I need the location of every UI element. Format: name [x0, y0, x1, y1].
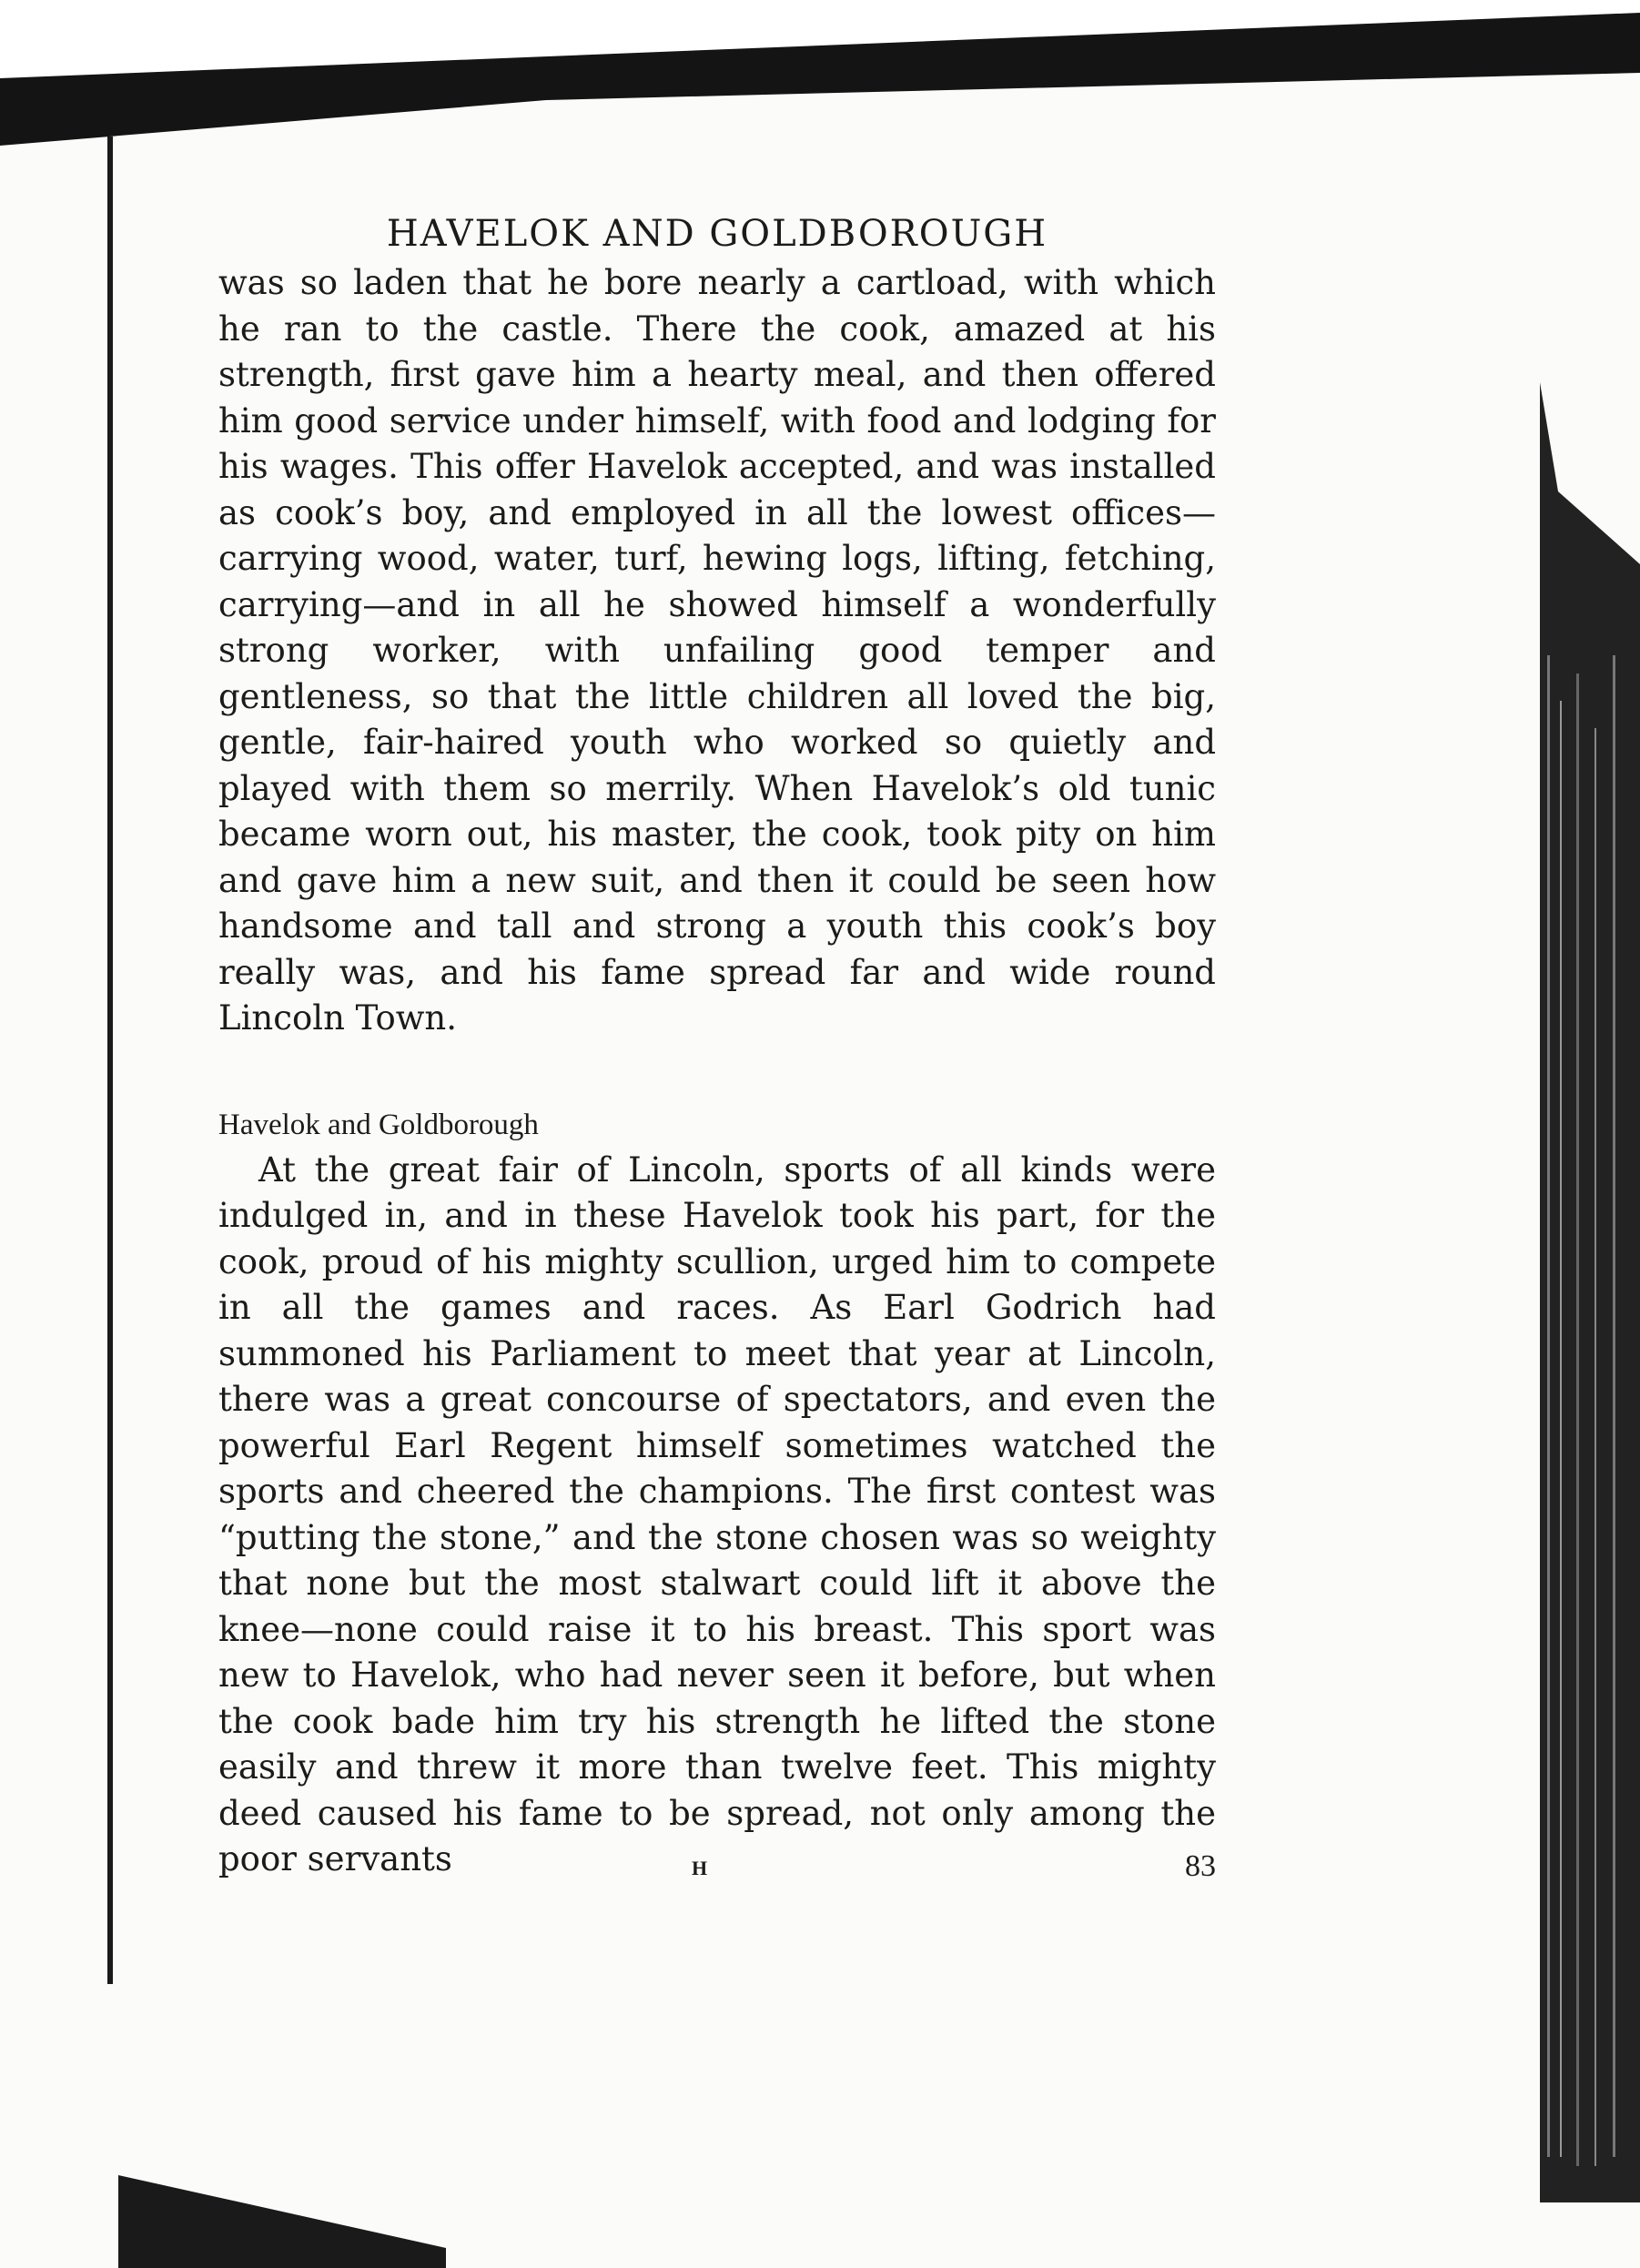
page-number: 83 — [1185, 1849, 1216, 1883]
running-head: HAVELOK AND GOLDBOROUGH — [386, 213, 1048, 255]
page-footer — [218, 1849, 1216, 1895]
page-gutter-edge — [107, 137, 113, 1984]
section-heading: Havelok and Goldborough — [218, 1108, 539, 1141]
paragraph-1: was so laden that he bore nearly a cartload, with which he ran to the castle. There the cook, amazed at his strength, first gave him a hearty meal, and then offered him good service under himself, with food and lodging for his wages. This offer Havelok accepted, and was installed as cook’s boy, and employed in all the lowest offices—carrying wood, water, turf, hewing logs, lifting, fetching, carrying—and in all he showed himself a wonderfully strong worker, with unfailing good temper and gentleness, so that the little children all loved the big, gentle, fair-haired youth who worked so quietly and played with them so merrily. When Havelok’s old tunic became worn out, his master, the cook, took pity on him and gave him a new suit, and then it could be seen how handsome and tall and strong a youth this cook’s boy really was, and his fame spread far and wide round Lincoln Town. — [218, 263, 1216, 1038]
page-edge-stack — [1540, 382, 1640, 2202]
scan-shadow-top — [0, 0, 1640, 155]
signature-mark: H — [692, 1857, 708, 1879]
scan-shadow-bottom — [118, 2175, 446, 2268]
paragraph-2: At the great fair of Lincoln, sports of all kinds were indulged in, and in these Havelok took his part, for the cook, proud of his mighty scullion, urged him to compete in all the games and races. As Earl Godrich had summoned his Parliament to meet that year at Lincoln, there was a great concourse of spectators, and even the powerful Earl Regent himself sometimes watched the sports and cheered the champions. The first contest was “putting the stone,” and the stone chosen was so weighty that none but the most stalwart could lift it above the knee—none could raise it to his breast. This sport was new to Havelok, who had never seen it before, but when the cook bade him try his strength he lifted the stone easily and threw it more than twelve feet. This mighty deed caused his fame to be spread, not only among the poor servants — [218, 1149, 1216, 1878]
page-text — [218, 208, 1216, 1883]
